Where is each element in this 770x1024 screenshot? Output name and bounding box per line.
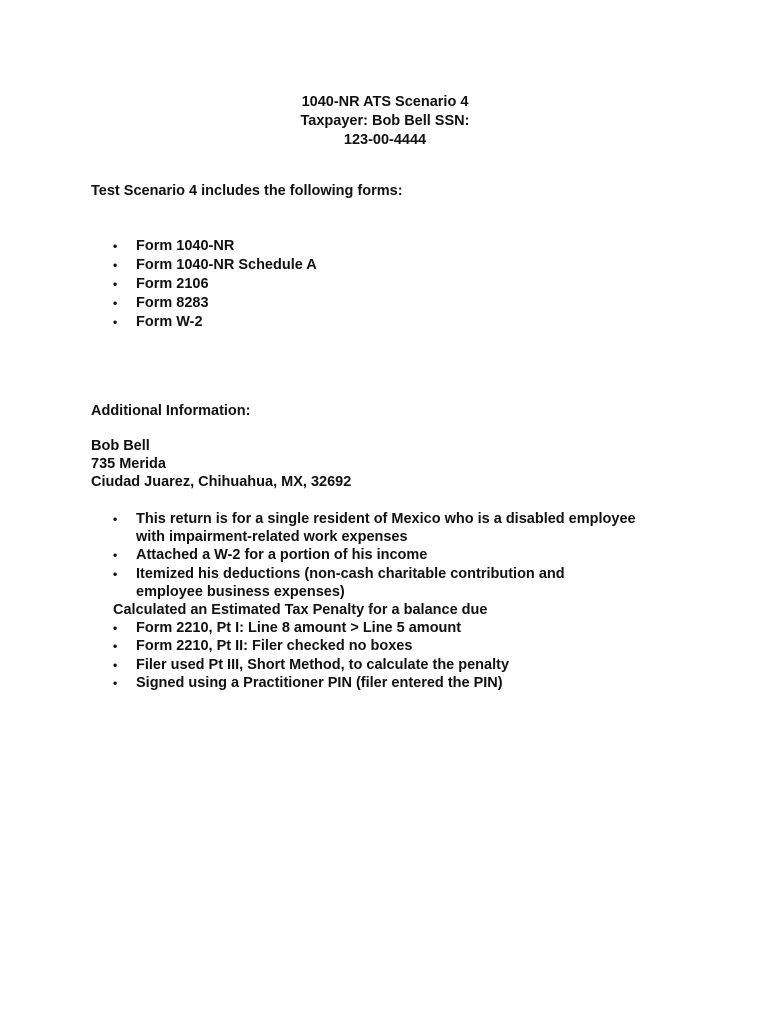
document-header bbox=[0, 93, 770, 150]
list-item: • Form 8283 bbox=[113, 295, 209, 311]
bullet-icon: • bbox=[113, 258, 118, 272]
list-item: • Form 2210, Pt II: Filer checked no boxes bbox=[113, 638, 413, 655]
bullet-icon: • bbox=[113, 639, 118, 654]
list-item: • Form 1040-NR Schedule A bbox=[113, 257, 317, 273]
list-item: • Attached a W-2 for a portion of his income bbox=[113, 547, 428, 564]
bullet-icon: • bbox=[113, 315, 118, 329]
header-ssn: 123-00-4444 bbox=[343, 132, 427, 148]
bullet-icon: • bbox=[113, 548, 118, 563]
list-item: • This return is for a single resident of Mexico who is a disabled employee with impairment-related work expenses bbox=[113, 511, 636, 546]
header-taxpayer: Taxpayer: Bob Bell SSN: bbox=[300, 113, 470, 129]
list-item: • Form 1040-NR bbox=[113, 238, 235, 254]
list-item: Calculated an Estimated Tax Penalty for a balance due bbox=[113, 602, 488, 619]
address-block bbox=[91, 437, 351, 491]
header-title: 1040-NR ATS Scenario 4 bbox=[301, 94, 469, 110]
bullet-icon: • bbox=[113, 675, 118, 690]
info-list bbox=[91, 510, 691, 692]
list-item: • Form W-2 bbox=[113, 314, 203, 330]
bullet-icon: • bbox=[113, 566, 118, 581]
bullet-icon: • bbox=[113, 296, 118, 310]
address-name: Bob Bell bbox=[91, 438, 150, 454]
list-item: • Itemized his deductions (non-cash charitable contribution and employee business expenses) bbox=[113, 565, 565, 600]
forms-list bbox=[91, 237, 317, 332]
bullet-icon: • bbox=[113, 657, 118, 672]
address-city: Ciudad Juarez, Chihuahua, MX, 32692 bbox=[91, 474, 352, 490]
intro-text: Test Scenario 4 includes the following forms: bbox=[91, 183, 403, 199]
bullet-icon: • bbox=[113, 621, 118, 636]
bullet-icon: • bbox=[113, 512, 118, 526]
list-item: • Signed using a Practitioner PIN (filer entered the PIN) bbox=[113, 674, 503, 691]
list-item: • Filer used Pt III, Short Method, to calculate the penalty bbox=[113, 656, 510, 673]
bullet-icon: • bbox=[113, 239, 118, 253]
list-item: • Form 2106 bbox=[113, 276, 209, 292]
bullet-icon: • bbox=[113, 277, 118, 291]
address-street: 735 Merida bbox=[91, 456, 166, 472]
additional-info-heading: Additional Information: bbox=[91, 403, 251, 419]
list-item: • Form 2210, Pt I: Line 8 amount > Line 5 amount bbox=[113, 620, 462, 637]
